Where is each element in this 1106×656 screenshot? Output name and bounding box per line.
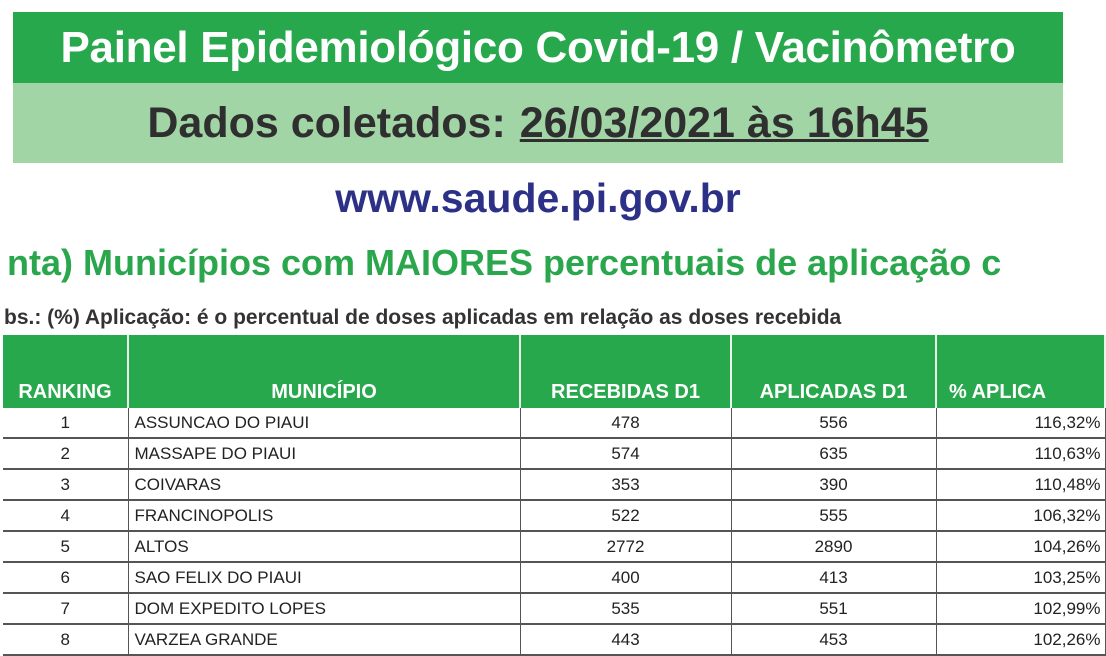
cell-percent: 116,32% (936, 408, 1105, 438)
cell-percent: 102,26% (936, 624, 1105, 655)
cell-recebidas: 353 (520, 469, 731, 500)
header-recebidas: RECEBIDAS D1 (520, 335, 731, 408)
cell-recebidas: 2772 (520, 531, 731, 562)
cell-rank: 5 (3, 531, 128, 562)
cell-aplicadas: 556 (731, 408, 936, 438)
vaccination-panel (4, 12, 1101, 649)
cell-municipio: ALTOS (128, 531, 520, 562)
cell-percent: 104,26% (936, 531, 1105, 562)
table-row (3, 469, 1105, 500)
cell-recebidas: 478 (520, 408, 731, 438)
cell-rank: 6 (3, 562, 128, 593)
ranking-table (3, 335, 1106, 656)
cell-municipio: FRANCINOPOLIS (128, 500, 520, 531)
cell-aplicadas: 551 (731, 593, 936, 624)
cell-municipio: VARZEA GRANDE (128, 624, 520, 655)
cell-recebidas: 535 (520, 593, 731, 624)
cell-municipio: ASSUNCAO DO PIAUI (128, 408, 520, 438)
cell-percent: 103,25% (936, 562, 1105, 593)
cell-rank: 4 (3, 500, 128, 531)
cell-recebidas: 522 (520, 500, 731, 531)
header-aplicadas: APLICADAS D1 (731, 335, 936, 408)
header-ranking: RANKING (3, 335, 128, 408)
source-url: www.saude.pi.gov.br (335, 175, 741, 221)
table-row (3, 438, 1105, 469)
cell-recebidas: 574 (520, 438, 731, 469)
cell-rank: 8 (3, 624, 128, 655)
cell-aplicadas: 453 (731, 624, 936, 655)
table-row (3, 500, 1105, 531)
table-row (3, 624, 1105, 655)
cell-rank: 3 (3, 469, 128, 500)
title-banner (13, 12, 1063, 83)
cell-municipio: COIVARAS (128, 469, 520, 500)
cell-aplicadas: 413 (731, 562, 936, 593)
table-row (3, 593, 1105, 624)
cell-rank: 2 (3, 438, 128, 469)
cell-percent: 110,63% (936, 438, 1105, 469)
header-municipio: MUNICÍPIO (128, 335, 520, 408)
cell-aplicadas: 555 (731, 500, 936, 531)
cell-rank: 7 (3, 593, 128, 624)
cell-aplicadas: 390 (731, 469, 936, 500)
cell-percent: 106,32% (936, 500, 1105, 531)
date-value: 26/03/2021 às 16h45 (519, 98, 929, 147)
date-label: Dados coletados: (147, 98, 506, 147)
date-banner (13, 83, 1063, 163)
header-percent: % APLICA (936, 335, 1105, 408)
cell-municipio: SAO FELIX DO PIAUI (128, 562, 520, 593)
cell-recebidas: 400 (520, 562, 731, 593)
table-header-row (3, 335, 1105, 408)
cell-recebidas: 443 (520, 624, 731, 655)
cell-rank: 1 (3, 408, 128, 438)
cell-percent: 110,48% (936, 469, 1105, 500)
table-row (3, 408, 1105, 438)
table-row (3, 562, 1105, 593)
section-subtitle: nta) Municípios com MAIORES percentuais de aplicação c (7, 242, 1002, 283)
cell-percent: 102,99% (936, 593, 1105, 624)
cell-aplicadas: 635 (731, 438, 936, 469)
cell-municipio: DOM EXPEDITO LOPES (128, 593, 520, 624)
cell-aplicadas: 2890 (731, 531, 936, 562)
page-title: Painel Epidemiológico Covid-19 / Vacinômetro (60, 22, 1016, 72)
cell-municipio: MASSAPE DO PIAUI (128, 438, 520, 469)
table-row (3, 531, 1105, 562)
section-note: bs.: (%) Aplicação: é o percentual de doses aplicadas em relação as doses recebida (4, 306, 842, 329)
